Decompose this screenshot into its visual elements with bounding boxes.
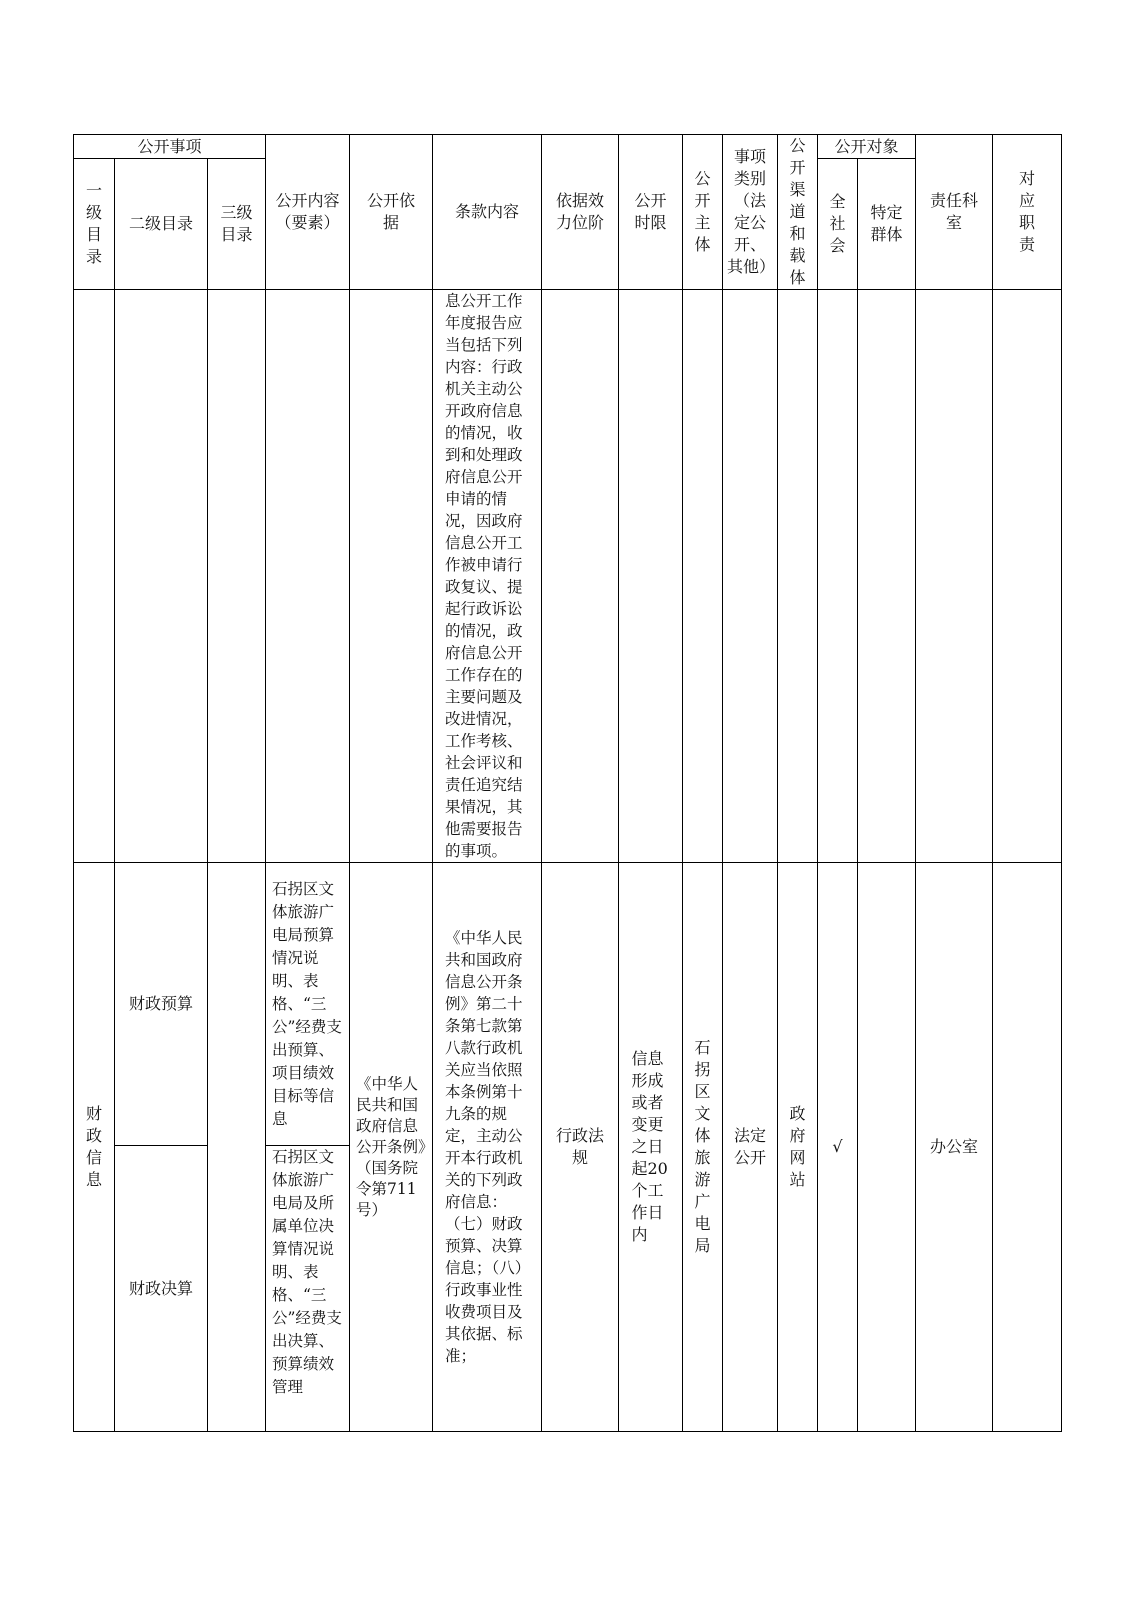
- cell-empty: [74, 290, 115, 863]
- cell-empty: [858, 290, 916, 863]
- header-legal-rank: [542, 135, 619, 290]
- header-specific-group-text: 特定群体: [870, 203, 903, 244]
- header-level3: [208, 159, 266, 290]
- header-public-objects: 公开对象: [818, 135, 916, 159]
- header-legal-rank-text: 依据效力位阶: [555, 191, 604, 232]
- cell-category: [723, 863, 778, 1432]
- cell-empty: [115, 290, 208, 863]
- header-channel: [778, 135, 818, 290]
- category-text: 法定公开: [733, 1126, 766, 1167]
- clause-continued-text: 息公开工作年度报告应当包括下列内容：行政机关主动公开政府信息的情况，收到和处理政府信息公开申请的情况，因政府信息公开工作被申请行政复议、提起行政诉讼的情况，政府信息公开工作存在的主要问题及改进情况，工作考核、社会评议和责任追究结果情况，其他需要报告的事项。: [445, 292, 523, 860]
- time-limit-text: 信息形成或者变更之日起20个工作日内: [631, 1049, 668, 1244]
- cell-empty: [350, 290, 433, 863]
- cell-clause-finance: [433, 863, 542, 1432]
- header-basis: [350, 135, 433, 290]
- header-all-society: [818, 159, 858, 290]
- cell-specific-group: [858, 863, 916, 1432]
- cell-level3-empty: [208, 863, 266, 1432]
- header-office-text: 责任科室: [930, 191, 979, 232]
- header-public-items: 公开事项: [74, 135, 266, 159]
- cell-basis: [350, 863, 433, 1432]
- header-office: [916, 135, 993, 290]
- cell-level1-finance: [74, 863, 115, 1432]
- cell-level2-final: 财政决算: [115, 1146, 208, 1432]
- header-duty: [993, 135, 1062, 290]
- cell-time-limit: [619, 863, 683, 1432]
- header-level2: 二级目录: [115, 159, 208, 290]
- header-all-society-text: 全社会: [829, 192, 846, 255]
- header-subject-text: 公开主体: [694, 169, 711, 254]
- cell-empty: [683, 290, 723, 863]
- cell-empty: [542, 290, 619, 863]
- header-specific-group: [858, 159, 916, 290]
- clause-finance-text: 《中华人民共和国政府信息公开条例》第二十条第七款第八款行政机关应当依照本条例第十九条的规定，主动公开本行政机关的下列政府信息：（七）财政预算、决算信息；（八）行政事业性收费项目及其依据、标准；: [445, 929, 523, 1365]
- cell-level2-budget: 财政预算: [115, 863, 208, 1146]
- table-row: [74, 290, 1062, 863]
- header-category-text: 事项类别（法定公开、其他）: [727, 147, 776, 276]
- cell-subject: [683, 863, 723, 1432]
- header-basis-text: 公开依据: [366, 191, 415, 232]
- channel-text: 政府网站: [789, 1104, 806, 1189]
- legal-rank-text: 行政法规: [555, 1126, 604, 1167]
- cell-empty: [916, 290, 993, 863]
- cell-final-content: [266, 1146, 350, 1432]
- cell-duty: [993, 863, 1062, 1432]
- cell-empty: [993, 290, 1062, 863]
- cell-clause-continued: [433, 290, 542, 863]
- header-duty-text: 对应职责: [1019, 169, 1036, 254]
- cell-empty: [208, 290, 266, 863]
- header-level1: [74, 159, 115, 290]
- header-level1-text: 一级目录: [85, 181, 102, 266]
- cell-empty: [619, 290, 683, 863]
- header-time-limit-text: 公开时限: [634, 191, 667, 232]
- header-time-limit: [619, 135, 683, 290]
- header-subject: [683, 135, 723, 290]
- final-content-text: 石拐区文体旅游广电局及所属单位决算情况说明、表格、“三公”经费支出决算、预算绩效管理: [272, 1148, 342, 1396]
- subject-text: 石拐区文体旅游广电局: [694, 1038, 711, 1255]
- disclosure-table: [73, 134, 1062, 1432]
- cell-budget-content: [266, 863, 350, 1146]
- cell-empty: [818, 290, 858, 863]
- cell-legal-rank: [542, 863, 619, 1432]
- cell-empty: [778, 290, 818, 863]
- cell-office: 办公室: [916, 863, 993, 1432]
- cell-empty: [266, 290, 350, 863]
- table-row: [74, 863, 1062, 1146]
- basis-text: 《中华人民共和国政府信息公开条例》（国务院令第711号）: [356, 1074, 426, 1219]
- header-level3-text: 三级目录: [220, 203, 253, 244]
- header-content-text: 公开内容（要素）: [275, 191, 340, 232]
- header-category: [723, 135, 778, 290]
- header-clause: 条款内容: [433, 135, 542, 290]
- budget-content-text: 石拐区文体旅游广电局预算情况说明、表格、“三公”经费支出预算、项目绩效目标等信息: [272, 879, 342, 1128]
- level1-finance-text: 财政信息: [85, 1104, 102, 1189]
- cell-channel: [778, 863, 818, 1432]
- cell-all-society: √: [818, 863, 858, 1432]
- cell-empty: [723, 290, 778, 863]
- header-channel-text: 公开渠道和载体: [789, 136, 806, 287]
- header-content: [266, 135, 350, 290]
